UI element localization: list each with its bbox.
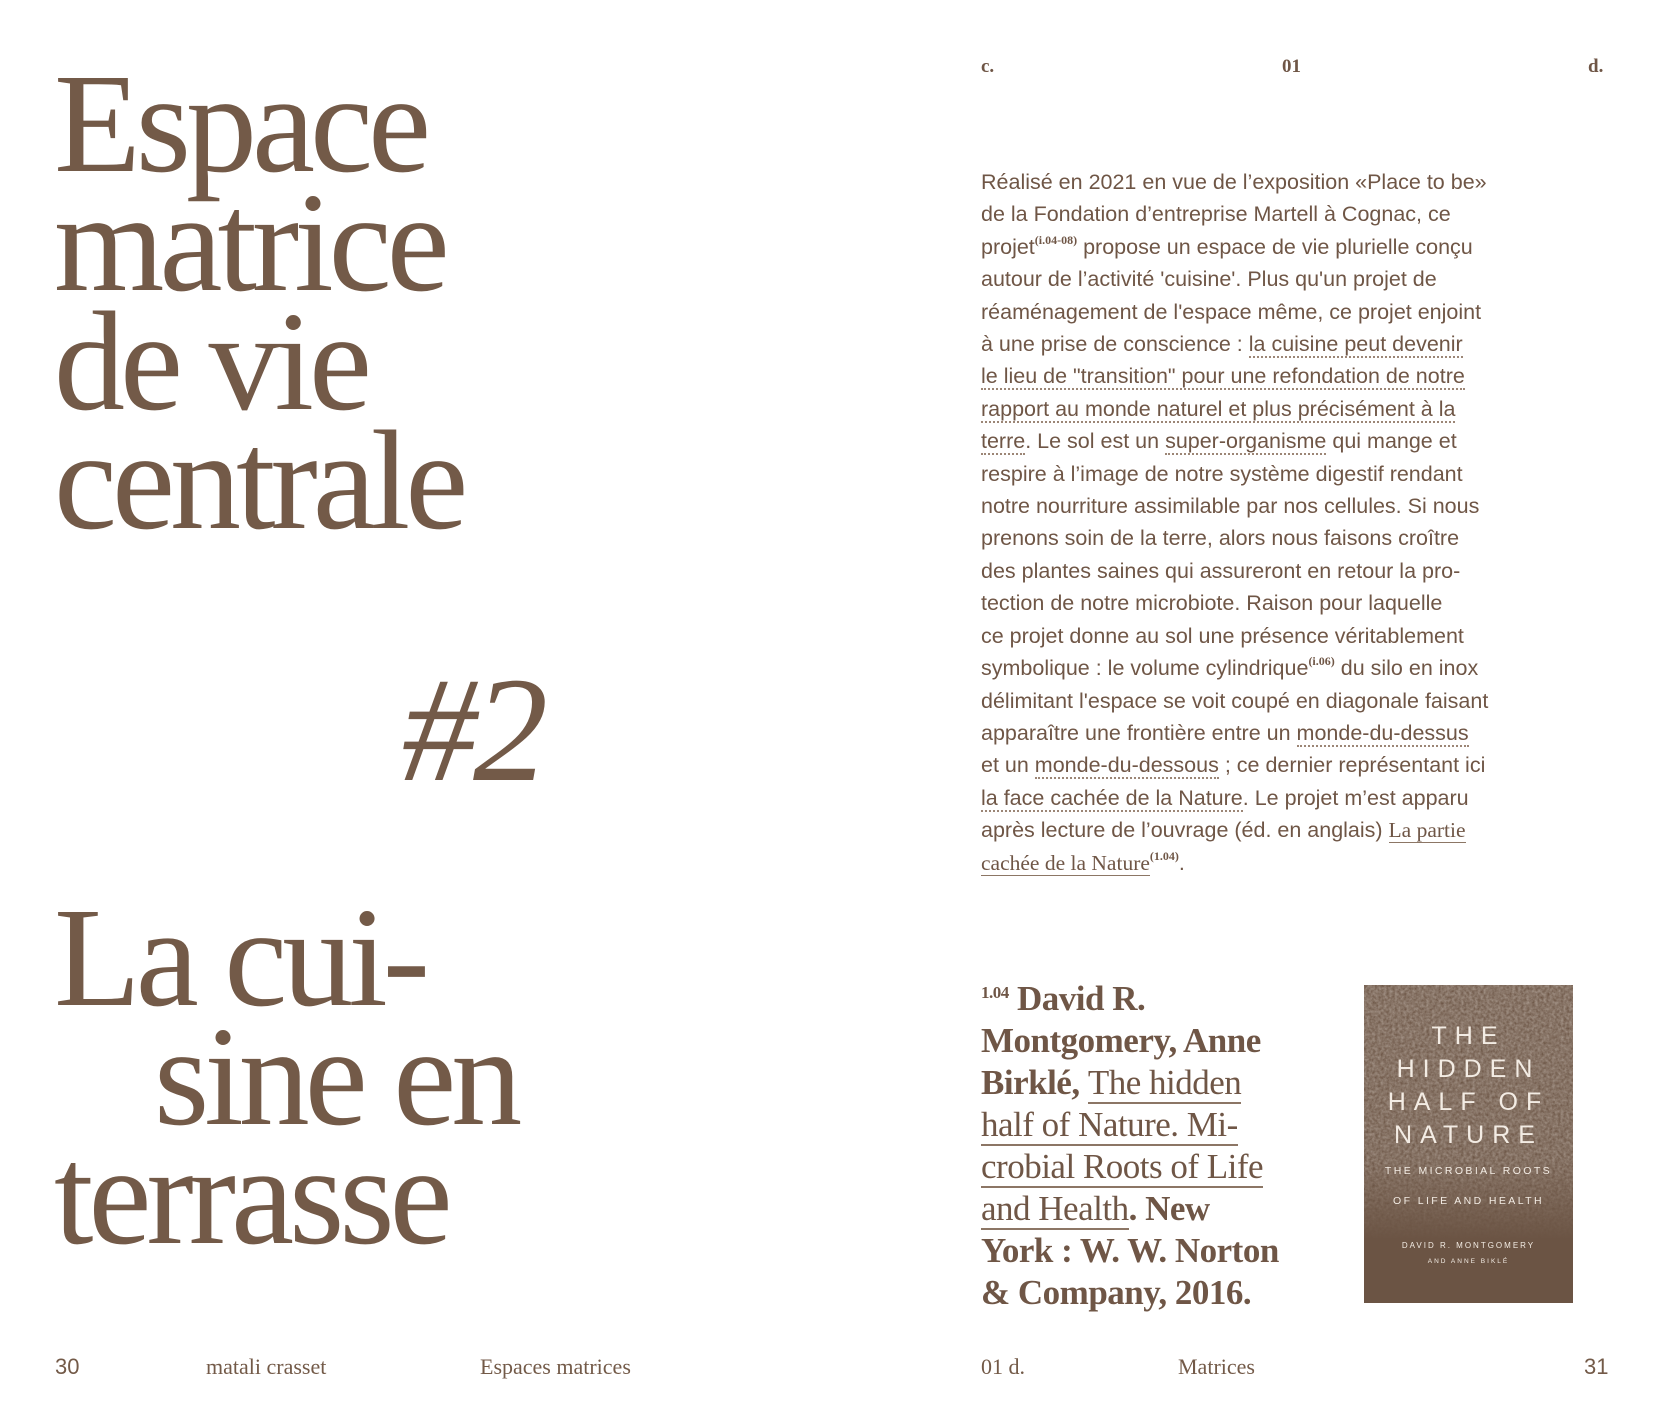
subtitle <box>54 878 518 1274</box>
body-segment: ; ce dernier représentant ici <box>1218 753 1486 778</box>
biblio-line <box>981 1104 1279 1146</box>
body-line <box>981 231 1488 263</box>
header-right: d. <box>1588 56 1604 77</box>
body-line <box>981 717 1488 749</box>
cover-title-line: HALF OF <box>1387 1088 1550 1116</box>
footer-author: matali crasset <box>206 1354 327 1379</box>
body-line <box>981 847 1488 879</box>
book-title: crobial Roots of Life <box>981 1147 1264 1186</box>
cover-author-line: DAVID R. MONTGOMERY <box>1401 1241 1536 1250</box>
biblio-line: & Company, 2016. <box>981 1273 1252 1312</box>
body-line: des plantes saines qui assureront en retour la pro- <box>981 558 1461 583</box>
body-segment: du silo en inox <box>1334 656 1479 681</box>
glossary-term: le lieu de "transition" pour une refondation de notre <box>981 364 1465 389</box>
body-line: délimitant l'espace se voit coupé en diagonale faisant <box>981 688 1489 713</box>
title <box>54 44 464 559</box>
book-title: The hidden <box>1087 1063 1242 1102</box>
glossary-term: rapport au monde naturel et plus précisément à la <box>981 396 1456 421</box>
biblio-segment: Birklé, <box>981 1063 1088 1102</box>
image-reference: (1.04) <box>1149 848 1179 863</box>
image-reference: (i.06) <box>1308 654 1335 669</box>
image-reference: (i.04-08) <box>1034 232 1078 247</box>
body-segment: . <box>1178 850 1185 875</box>
body-segment: . Le sol est un <box>1025 429 1166 454</box>
glossary-term: la cuisine peut devenir <box>1248 332 1463 357</box>
body-line: notre nourriture assimilable par nos cellules. Si nous <box>981 494 1480 519</box>
body-segment: . Le projet m’est apparu <box>1242 785 1469 810</box>
body-segment: projet <box>981 234 1035 259</box>
bibliography-entry <box>981 978 1279 1314</box>
body-line <box>981 652 1488 684</box>
body-line <box>981 782 1488 814</box>
body-line <box>981 425 1488 457</box>
body-line: de la Fondation d’entreprise Martell à Cognac, ce <box>981 202 1451 227</box>
body-segment: et un <box>981 753 1035 778</box>
biblio-line <box>981 1146 1279 1188</box>
body-segment: après lecture de l’ouvrage (éd. en anglais) <box>981 818 1389 843</box>
body-line: réaménagement de l'espace même, ce projet enjoint <box>981 299 1482 324</box>
body-line <box>981 393 1488 425</box>
body-text <box>981 166 1488 879</box>
body-line <box>981 749 1488 781</box>
cover-text <box>1364 1020 1573 1270</box>
body-line: prenons soin de la terre, alors nous faisons croître <box>981 526 1460 551</box>
subtitle-line: terrasse <box>54 1116 448 1274</box>
title-line: Espace <box>54 44 427 202</box>
subtitle-line: La cui- <box>54 878 426 1036</box>
book-title: half of Nature. Mi- <box>981 1105 1238 1144</box>
body-line: respire à l’image de notre système digestif rendant <box>981 461 1463 486</box>
body-line <box>981 814 1488 846</box>
glossary-term: super-organisme <box>1165 429 1327 454</box>
body-line <box>981 360 1488 392</box>
footer-chapter: Matrices <box>1178 1354 1255 1379</box>
biblio-segment: . New <box>1128 1189 1210 1228</box>
cover-title-line: HIDDEN <box>1396 1055 1541 1083</box>
body-segment: qui mange et <box>1326 429 1457 454</box>
biblio-ref: 1.04 <box>981 983 1009 1002</box>
cover-title-line: NATURE <box>1394 1121 1543 1149</box>
page-number-left: 30 <box>55 1354 80 1379</box>
biblio-line <box>981 978 1279 1020</box>
header-center: 01 <box>1282 56 1301 77</box>
header-left: c. <box>981 56 995 77</box>
title-line: centrale <box>54 401 464 559</box>
body-line: tection de notre microbiote. Raison pour laquelle <box>981 591 1443 616</box>
biblio-segment: David R. <box>1008 979 1146 1018</box>
book-title: and Health <box>981 1189 1129 1228</box>
page-number-right: 31 <box>1584 1354 1609 1379</box>
biblio-line: York : W. W. Norton <box>981 1231 1279 1270</box>
body-line: ce projet donne au sol une présence véritablement <box>981 623 1464 648</box>
book-reference: cachée de la Nature <box>981 850 1150 875</box>
project-number: #2 <box>402 647 544 813</box>
biblio-line: Montgomery, Anne <box>981 1021 1261 1060</box>
body-line: autour de l’activité 'cuisine'. Plus qu'un projet de <box>981 267 1437 292</box>
footer-book-title: Espaces matrices <box>480 1354 631 1379</box>
title-line: matrice <box>54 163 445 321</box>
glossary-term: terre <box>981 429 1026 454</box>
cover-author-line: AND ANNE BIKLÉ <box>1427 1258 1510 1265</box>
biblio-line <box>981 1062 1279 1104</box>
cover-subtitle-line: THE MICROBIAL ROOTS <box>1384 1165 1553 1177</box>
cover-title-line: THE <box>1431 1022 1506 1050</box>
body-segment: symbolique : le volume cylindrique <box>981 656 1309 681</box>
glossary-term: monde-du-dessus <box>1296 720 1469 745</box>
body-segment: apparaître une frontière entre un <box>981 720 1297 745</box>
body-segment: propose un espace de vie plurielle conçu <box>1077 234 1473 259</box>
glossary-term: monde-du-dessous <box>1034 753 1219 778</box>
body-line <box>981 328 1488 360</box>
body-line: Réalisé en 2021 en vue de l’exposition «Place to be» <box>981 170 1487 194</box>
body-segment: à une prise de conscience : <box>981 332 1249 357</box>
subtitle-line: sine en <box>154 997 518 1155</box>
footer-section: 01 d. <box>981 1354 1025 1379</box>
biblio-line <box>981 1188 1279 1230</box>
title-line: de vie <box>54 282 368 440</box>
cover-subtitle-line: OF LIFE AND HEALTH <box>1393 1195 1544 1207</box>
glossary-term: la face cachée de la Nature <box>981 785 1243 810</box>
book-cover-image <box>1364 985 1573 1303</box>
book-reference: La partie <box>1388 818 1466 843</box>
